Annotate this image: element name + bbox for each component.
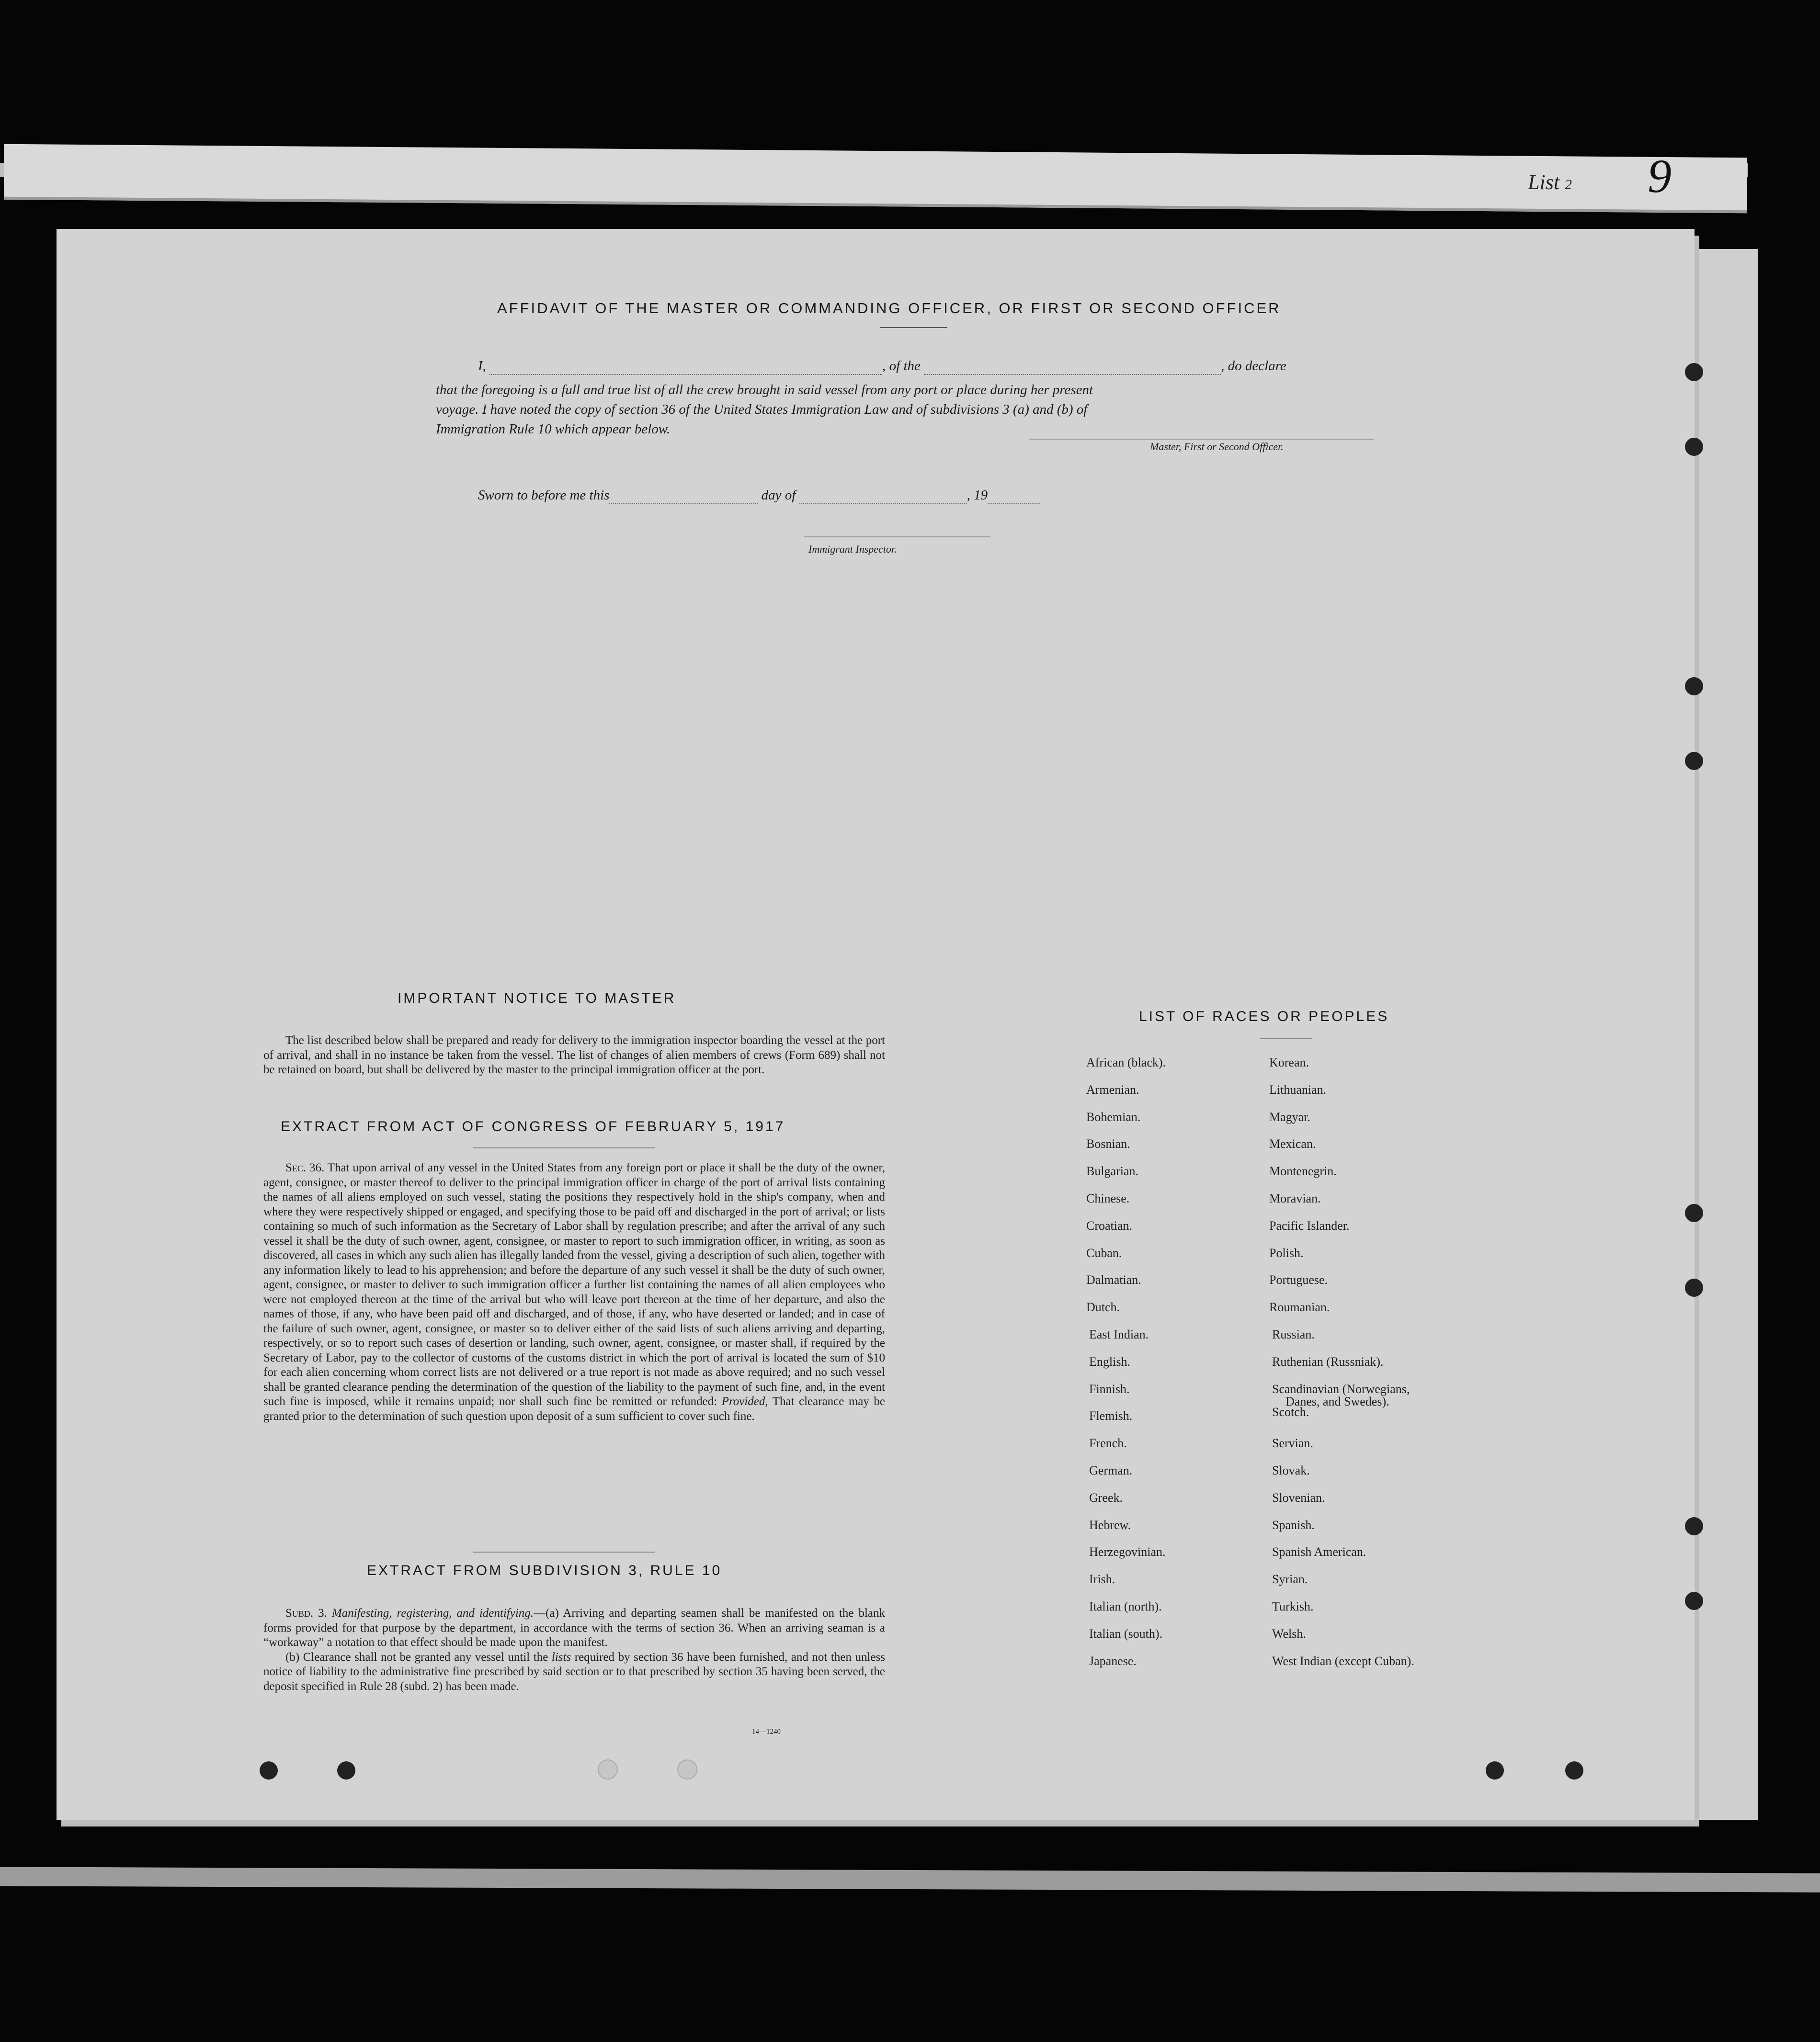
race-item-right: Lithuanian. [1269,1082,1327,1097]
race-item-right: Moravian. [1269,1191,1321,1205]
punch-hole [1685,677,1703,695]
signature-caption: Master, First or Second Officer. [1150,441,1284,453]
rule-text-b-start: (b) Clearance shall not be granted any vessel until the [285,1650,548,1664]
punch-hole [1685,1279,1703,1297]
race-item-left: East Indian. [1089,1327,1149,1341]
race-item-left: German. [1089,1463,1133,1477]
race-item-left: Dutch. [1086,1300,1120,1315]
form-number: 14—1240 [752,1728,781,1736]
notice-title: IMPORTANT NOTICE TO MASTER [398,990,676,1006]
races-title: LIST OF RACES OR PEOPLES [1139,1009,1389,1024]
race-item-left: African (black). [1086,1055,1166,1069]
punch-hole [1565,1761,1583,1780]
punch-hole [1685,438,1703,456]
act-title: EXTRACT FROM ACT OF CONGRESS OF FEBRUARY 5, 1917 [281,1119,785,1134]
list-label: List 2 [1528,170,1572,194]
subd-heading: Manifesting, registering, and identifying. [331,1607,534,1620]
race-item-left: Chinese. [1086,1191,1130,1205]
subd-label: Subd. 3. [285,1607,327,1620]
punch-hole [260,1761,278,1780]
race-item-left: Bosnian. [1086,1137,1130,1151]
rule-text-b-end: required by section 36 have been furnished, and not then unless notice of liability to the administrative fine prescribed by said section or to that prescribed by section 35 having been served, the deposit specified in Rule 28 (subd. 2) has been made. [263,1650,886,1693]
top-paper-strip [4,144,1747,214]
affidavit-i: I, [478,358,486,374]
race-item-right: Magyar. [1269,1110,1310,1124]
race-item-right: Turkish. [1272,1600,1314,1613]
day-blank [609,488,758,504]
race-item-right: Pacific Islander. [1269,1218,1350,1233]
rule-rule-top [473,1552,655,1553]
race-item-right: Polish. [1269,1246,1304,1260]
affidavit-declare: , do declare [1221,358,1286,374]
race-item-right: Spanish American. [1272,1545,1366,1559]
punch-hole [1486,1761,1504,1780]
race-item-left: Hebrew. [1089,1518,1131,1532]
punch-hole [1685,363,1703,381]
vessel-blank [924,358,1221,375]
race-item-right: Syrian. [1272,1572,1308,1587]
affidavit-of-the: , of the [882,358,921,374]
provided-text: Provided, [721,1395,768,1408]
inspector-caption: Immigrant Inspector. [808,543,897,555]
act-text [263,1161,885,1424]
race-item-right: Servian. [1272,1436,1313,1451]
punch-hole [1685,752,1703,770]
race-item-left: French. [1089,1436,1127,1451]
affidavit-line4: Immigration Rule 10 which appear below. [436,421,671,437]
race-item-left: Bohemian. [1086,1110,1141,1124]
punch-hole [1685,1592,1703,1610]
day-of-text: day of [761,488,796,503]
race-item-left: Cuban. [1086,1246,1122,1260]
race-item-right: Portuguese. [1269,1273,1328,1287]
race-item-left: Dalmatian. [1086,1273,1141,1287]
race-item-right: Slovak. [1272,1463,1310,1477]
race-item-left: English. [1089,1354,1130,1369]
race-item-left: Japanese. [1089,1654,1137,1668]
month-blank [799,488,967,504]
name-blank [489,358,882,375]
race-item-right: West Indian (except Cuban). [1272,1654,1414,1668]
race-item-left: Armenian. [1086,1082,1139,1097]
rule-text-a: —(a) Arriving and departing seamen shall be manifested on the blank forms provided for that purpose by the department, in accordance with the terms of section 36. When an arriving seaman is a “workaway” a notation to that effect should be made upon the manifest. [263,1607,885,1649]
punch-hole-outline [677,1759,697,1780]
affidavit-line3: voyage. I have noted the copy of section 36 of the United States Immigration Law and of subdivisions 3 (a) and (b) of [436,402,1088,417]
race-item-left: Italian (north). [1089,1600,1162,1613]
list-number: 9 [1648,149,1672,203]
year-text: , 19 [967,488,988,503]
signature-line [1029,439,1374,440]
year-blank [988,488,1040,504]
affidavit-title: AFFIDAVIT OF THE MASTER OR COMMANDING OFFICER, OR FIRST OR SECOND OFFICER [497,300,1281,317]
punch-hole [1685,1204,1703,1222]
sworn-text: Sworn to before me this [478,488,610,503]
sec-label: Sec. 36. [285,1161,325,1174]
bottom-paper-strip [0,1867,1820,1892]
rule-text-b-lists: lists [551,1650,571,1664]
act-body-end: That clearance may be granted prior to the determination of such question upon deposit of a sum sufficient to cover such fine. [263,1395,886,1423]
manifest-sheet [57,229,1695,1820]
underlying-sheet-edge [1686,249,1758,1820]
race-item-right: Ruthenian (Russniak). [1272,1354,1384,1369]
race-item-right: Spanish. [1272,1518,1315,1532]
race-item-left: Finnish. [1089,1382,1130,1396]
race-item-left: Italian (south). [1089,1626,1163,1641]
punch-hole-outline [598,1759,618,1780]
punch-hole [337,1761,355,1780]
race-item-left: Herzegovinian. [1089,1545,1166,1559]
races-rule [1260,1038,1312,1039]
race-item-right: Mexican. [1269,1137,1316,1151]
race-item-right: Welsh. [1272,1626,1306,1641]
rule-text [263,1606,885,1694]
inspector-line [804,536,990,537]
race-item-left: Flemish. [1089,1409,1133,1423]
race-item-right: Montenegrin. [1269,1164,1337,1179]
race-item-left: Greek. [1089,1490,1123,1505]
race-item-right: Slovenian. [1272,1490,1325,1505]
race-item-right: Russian. [1272,1327,1315,1341]
race-item-left: Irish. [1089,1572,1115,1587]
race-item-right: Korean. [1269,1055,1309,1069]
affidavit-line2: that the foregoing is a full and true list of all the crew brought in said vessel from any port or place during her present [436,382,1093,397]
notice-text: The list described below shall be prepared and ready for delivery to the immigration inspector boarding the vessel at the port of arrival, and shall in no instance be taken from the vessel. The list of changes of alien members of crews (Form 689) shall not be retained on board, but shall be delivered by the master to the principal immigration officer at the port. [263,1034,885,1076]
act-rule [473,1147,655,1148]
act-body: That upon arrival of any vessel in the United States from any foreign port or place it shall be the duty of the owner, agent, consignee, or master thereof to deliver to the principal immigration officer in charge of the port of arrival lists containing the names of all aliens employed on such vessel, stating the positions they respectively hold in the ship's company, when and where they were respectively shipped or engaged, and specifying those to be paid off and discharged in the port of arrival; or lists containing so much of such information as the Secretary of Labor shall by regulation prescribe; and after the arrival of any such vessel it shall be the duty of such owner, agent, consignee, or master to report to such immigration officer, in writing, as soon as discovered, all cases in which any such alien has illegally landed from the vessel, giving a description of such alien, together with any information likely to lead to his apprehension; and before the departure of any such vessel it shall be the duty of such owner, agent, consignee, or master to deliver to such immigration officer a further list containing the names of all alien employees who were not employed thereon at the time of the arrival but who will leave port thereon at the time of her departure, and also the names of those, if any, who have been paid off and discharged, and of those, if any, who have deserted or landed; and in case of the failure of such owner, agent, consignee, or master so to deliver either of the said lists of such aliens arriving and departing, respectively, or so to report such cases of desertion or landing, such owner, agent, consignee, or master shall, if required by the Secretary of Labor, pay to the collector of customs of the customs district in which the port of arrival is located the sum of $10 for each alien concerning whom correct lists are not delivered or a true report is not made as above required; and no such vessel shall be granted clearance pending the determination of the question of the liability to the payment of such fine, and, in the event such fine is imposed, while it remains unpaid; nor shall such fine be remitted or refunded: [263,1161,885,1408]
affidavit-line1 [478,358,1286,375]
race-item-right: Scotch. [1272,1405,1309,1419]
race-item-right: Scandinavian (Norwegians, [1272,1382,1410,1396]
race-item-right: Roumanian. [1269,1300,1330,1315]
race-item-left: Croatian. [1086,1218,1133,1233]
race-item-left: Bulgarian. [1086,1164,1139,1179]
race-item-right: Danes, and Swedes). [1285,1394,1389,1408]
affidavit-body [436,380,1375,439]
rule-title: EXTRACT FROM SUBDIVISION 3, RULE 10 [367,1563,722,1578]
punch-hole [1685,1517,1703,1535]
sworn-line [478,488,1040,504]
title-rule [880,327,947,328]
